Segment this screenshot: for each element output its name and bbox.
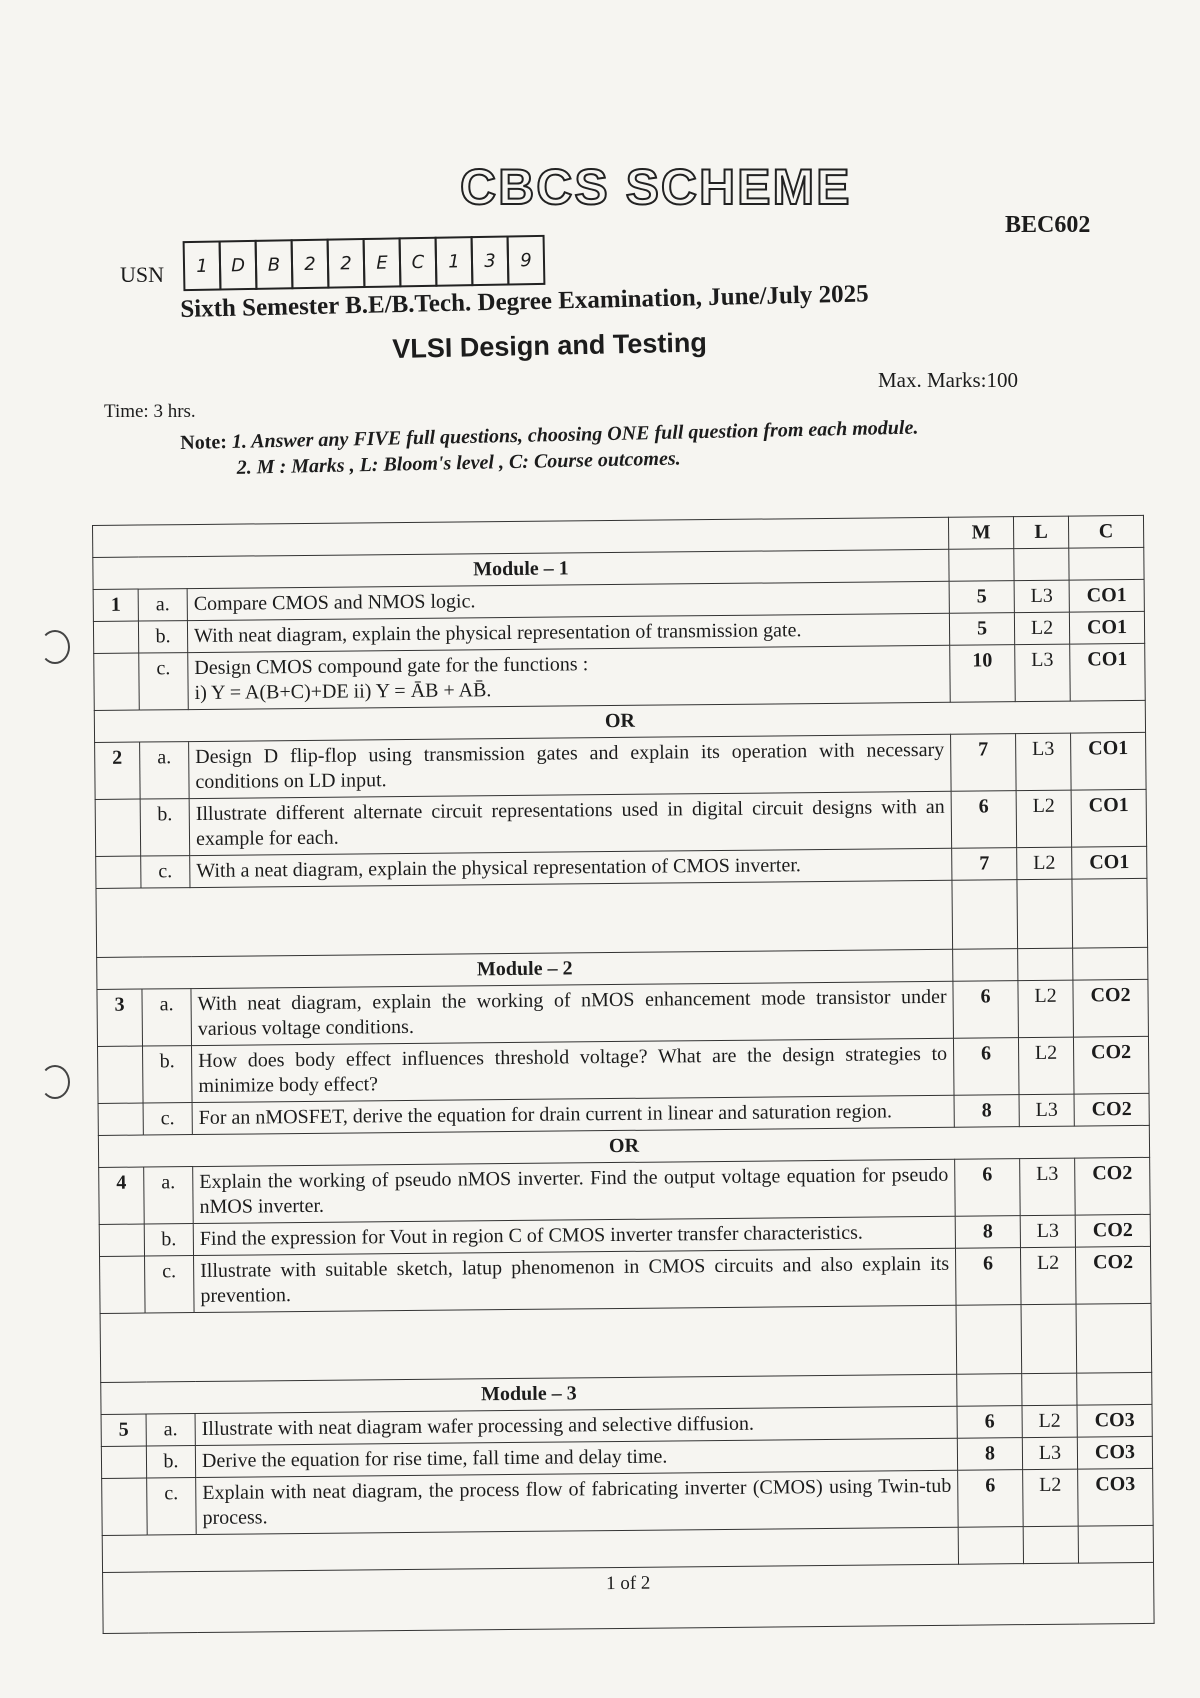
usn-char: D: [219, 240, 258, 291]
blooms-level: L2: [1023, 1469, 1079, 1527]
usn-char: C: [399, 237, 438, 288]
question-row: [102, 1468, 1153, 1535]
sub-question-label: b.: [138, 621, 187, 653]
question-row: [95, 732, 1146, 799]
blooms-level: L2: [1014, 612, 1069, 645]
question-text-body: Explain the working of pseudo nMOS inverter. Find the output voltage equation for pseudo nMOS inverter.: [199, 1163, 949, 1218]
course-outcome: CO3: [1078, 1468, 1154, 1526]
question-row: [94, 643, 1145, 710]
gap-cell-m: [956, 1305, 1022, 1375]
marks-value: 8: [955, 1216, 1020, 1249]
blooms-level: L3: [1019, 1094, 1074, 1127]
question-text: [189, 791, 952, 855]
course-outcome: CO2: [1073, 979, 1149, 1037]
question-text-body: Illustrate with neat diagram wafer processing and selective diffusion.: [201, 1412, 754, 1440]
marks-value: 7: [951, 734, 1017, 792]
usn-char: 1: [183, 241, 222, 292]
question-text-body: Design D flip-flop using transmission gates and explain its operation with necessary conditions on LD input.: [195, 738, 945, 794]
question-paper: [92, 515, 1153, 1595]
blooms-level: L2: [1016, 790, 1072, 848]
question-text-body: Illustrate different alternate circuit representations used in digital circuit designs with an example for each.: [195, 795, 945, 851]
blooms-level: L3: [1015, 644, 1071, 702]
gap-cell: [100, 1305, 957, 1382]
course-outcome: CO1: [1069, 579, 1144, 612]
usn-char: 3: [471, 235, 510, 286]
module-title: Module – 1: [93, 549, 949, 589]
question-text: [193, 1159, 956, 1223]
question-number: 1: [93, 589, 138, 621]
question-row: [100, 1246, 1151, 1313]
marks-value: 8: [957, 1438, 1022, 1471]
course-outcome: CO1: [1072, 846, 1147, 879]
question-text: [188, 645, 951, 709]
module-blank-c: [1069, 547, 1144, 580]
instructions-note: [180, 415, 919, 482]
question-formula: i) Y = A(B+C)+DE ii) Y = ĀB + AB̄.: [194, 679, 492, 705]
marks-value: 6: [957, 1406, 1022, 1439]
module-title: Module – 2: [97, 949, 953, 989]
course-outcome: CO1: [1071, 789, 1147, 847]
or-separator: OR: [98, 1125, 1149, 1167]
module-blank-l: [1014, 548, 1069, 581]
blank-cell-c: [1078, 1525, 1153, 1563]
gap-cell: [96, 880, 953, 957]
or-separator: OR: [94, 700, 1145, 742]
module-blank-l: [1022, 1373, 1077, 1406]
sub-question-label: b.: [144, 1224, 193, 1256]
course-code: BEC602: [1005, 212, 1091, 238]
question-row: [97, 979, 1148, 1046]
blooms-level: L3: [1020, 1215, 1075, 1248]
max-marks: Max. Marks:100: [878, 368, 1018, 392]
sub-question-label: b.: [146, 1446, 195, 1478]
question-number: [101, 1446, 146, 1478]
blooms-level: L3: [1020, 1158, 1076, 1216]
col-header-marks: M: [948, 517, 1013, 550]
sub-question-label: a.: [138, 589, 187, 621]
course-outcome: CO2: [1075, 1157, 1151, 1215]
gap-cell-m: [952, 880, 1018, 950]
course-outcome: CO1: [1070, 643, 1146, 701]
exam-title: Sixth Semester B.E/B.Tech. Degree Examination, June/July 2025: [180, 280, 869, 323]
course-outcome: CO2: [1074, 1093, 1149, 1126]
marks-value: 6: [953, 981, 1019, 1039]
question-number: [94, 653, 140, 710]
module-title: Module – 3: [101, 1374, 957, 1414]
question-number: [102, 1478, 148, 1535]
question-row: [95, 789, 1146, 856]
sub-question-label: a.: [140, 742, 190, 799]
punch-hole-top: [40, 630, 70, 664]
question-text-body: Derive the equation for rise time, fall time and delay time.: [201, 1445, 668, 1472]
sub-question-label: b.: [140, 799, 190, 856]
marks-value: 6: [953, 1038, 1019, 1096]
marks-value: 8: [954, 1095, 1019, 1128]
question-number: [93, 621, 138, 653]
usn-label: USN: [120, 262, 165, 287]
question-text-body: For an nMOSFET, derive the equation for drain current in linear and saturation region.: [198, 1100, 893, 1130]
question-number: 5: [101, 1414, 146, 1446]
question-text-body: Explain with neat diagram, the process flow of fabricating inverter (CMOS) using Twin-tub process.: [202, 1474, 952, 1529]
course-outcome: CO2: [1075, 1214, 1150, 1247]
blooms-level: L2: [1017, 847, 1072, 880]
question-number: [98, 1046, 144, 1103]
sub-question-label: c.: [145, 1256, 195, 1313]
marks-value: 6: [955, 1248, 1021, 1306]
question-text-body: Illustrate with suitable sketch, latup phenomenon in CMOS circuits and also explain its prevention.: [200, 1252, 950, 1307]
question-number: 4: [99, 1167, 145, 1224]
marks-value: 6: [955, 1159, 1021, 1217]
question-number: [99, 1224, 144, 1256]
usn-char: 1: [435, 236, 474, 287]
marks-value: 6: [951, 791, 1017, 849]
module-blank-m: [957, 1374, 1022, 1407]
marks-value: 10: [950, 645, 1016, 703]
gap-cell-c: [1072, 878, 1148, 948]
sub-question-label: a.: [144, 1167, 194, 1224]
course-outcome: CO2: [1075, 1246, 1151, 1304]
footer-row: [103, 1562, 1155, 1633]
note-label: Note:: [180, 431, 228, 454]
sub-question-label: a.: [146, 1414, 195, 1446]
question-text-body: Design CMOS compound gate for the functions :: [194, 653, 589, 680]
sub-question-label: c.: [143, 1103, 192, 1135]
sub-question-label: c.: [141, 856, 190, 888]
subject-title: VLSI Design and Testing: [392, 327, 708, 364]
sub-question-label: c.: [147, 1478, 197, 1535]
question-number: 2: [95, 742, 141, 799]
question-text-body: With a neat diagram, explain the physical representation of CMOS inverter.: [196, 854, 801, 883]
module-blank-m: [953, 949, 1018, 982]
module-gap-row: [96, 878, 1148, 957]
marks-value: 6: [958, 1470, 1024, 1528]
gap-cell-l: [1017, 879, 1073, 949]
module-blank-c: [1073, 947, 1148, 980]
module-blank-m: [949, 549, 1014, 582]
col-header-level: L: [1013, 516, 1068, 549]
module-gap-row: [100, 1303, 1152, 1382]
blooms-level: L2: [1022, 1405, 1077, 1438]
blooms-level: L2: [1018, 1037, 1074, 1095]
question-number: [95, 799, 141, 856]
blank-cell-l: [1023, 1526, 1078, 1564]
question-row: [99, 1157, 1150, 1224]
blooms-level: L3: [1022, 1437, 1077, 1470]
marks-value: 5: [949, 613, 1014, 646]
course-outcome: CO2: [1073, 1036, 1149, 1094]
question-text: [194, 1248, 957, 1312]
exam-time: Time: 3 hrs.: [104, 401, 196, 422]
blooms-level: L2: [1018, 980, 1074, 1038]
punch-hole-bottom: [40, 1065, 70, 1099]
question-table: [92, 515, 1155, 1634]
usn-char: 2: [327, 238, 366, 289]
course-outcome: CO1: [1069, 611, 1144, 644]
marks-value: 5: [949, 581, 1014, 614]
question-text: [189, 734, 952, 798]
question-number: [96, 856, 141, 888]
course-outcome: CO3: [1077, 1404, 1152, 1437]
question-text-body: Compare CMOS and NMOS logic.: [193, 590, 476, 616]
usn-char: 9: [507, 235, 546, 286]
question-text: [196, 1470, 959, 1534]
usn-char: 2: [291, 239, 330, 290]
usn-char: E: [363, 237, 402, 288]
question-text-body: With neat diagram, explain the physical representation of transmission gate.: [193, 619, 802, 648]
scheme-title: CBCS SCHEME: [460, 159, 852, 215]
marks-value: 7: [952, 848, 1017, 881]
gap-cell-l: [1021, 1304, 1077, 1374]
course-outcome: CO1: [1071, 732, 1147, 790]
question-row: [98, 1036, 1149, 1103]
module-blank-c: [1077, 1372, 1152, 1405]
blooms-level: L3: [1016, 733, 1072, 791]
course-outcome: CO3: [1077, 1436, 1152, 1469]
question-number: 3: [97, 989, 143, 1046]
usn-char: B: [255, 239, 294, 290]
question-text-body: With neat diagram, explain the working of nMOS enhancement mode transistor under various voltage conditions.: [197, 985, 947, 1041]
question-text: [192, 1038, 955, 1102]
question-text-body: How does body effect influences threshold voltage? What are the design strategies to minimize body effect?: [198, 1042, 948, 1098]
sub-question-label: c.: [139, 653, 189, 710]
gap-cell-c: [1076, 1303, 1152, 1373]
note-line-2: 2. M : Marks , L: Bloom's level , C: Course outcomes.: [236, 447, 681, 479]
module-blank-l: [1018, 948, 1073, 981]
question-number: [100, 1256, 146, 1313]
usn-boxes: [185, 235, 546, 291]
question-text-body: Find the expression for Vout in region C of CMOS inverter transfer characteristics.: [199, 1221, 863, 1250]
col-header-outcome: C: [1068, 515, 1143, 548]
question-text: [191, 981, 954, 1045]
sub-question-label: b.: [143, 1046, 193, 1103]
blooms-level: L2: [1020, 1247, 1076, 1305]
blank-cell-m: [958, 1527, 1023, 1565]
sub-question-label: a.: [142, 989, 192, 1046]
question-number: [98, 1103, 143, 1135]
blooms-level: L3: [1014, 580, 1069, 613]
page-number: 1 of 2: [103, 1562, 1155, 1633]
note-line-1: 1. Answer any FIVE full questions, choosing ONE full question from each module.: [231, 416, 919, 453]
